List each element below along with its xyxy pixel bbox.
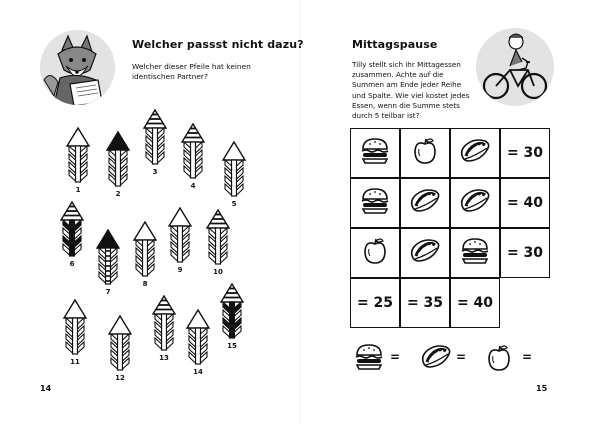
hotdog-icon xyxy=(409,188,441,218)
burger-icon xyxy=(354,344,384,374)
arrow-4 xyxy=(182,124,204,178)
arrow-label: 14 xyxy=(193,368,203,376)
arrow-puzzle xyxy=(0,90,300,420)
row-sum: = 30 xyxy=(500,228,550,278)
grid-cell xyxy=(350,178,400,228)
row-sum: = 40 xyxy=(500,178,550,228)
arrow-7 xyxy=(97,230,119,284)
column-sum: = 25 xyxy=(350,278,400,328)
hotdog-icon xyxy=(420,344,452,374)
arrow-15 xyxy=(221,284,243,338)
burger-icon xyxy=(360,188,390,218)
grid-cell xyxy=(450,128,500,178)
burger-icon xyxy=(360,138,390,168)
grid-cell xyxy=(400,178,450,228)
left-page-number: 14 xyxy=(40,384,52,393)
hotdog-icon xyxy=(459,138,491,168)
column-sum: = 40 xyxy=(450,278,500,328)
arrow-6 xyxy=(61,202,83,256)
right-page-title: Mittagspause xyxy=(352,38,438,51)
arrow-label: 8 xyxy=(142,280,148,288)
arrow-label: 10 xyxy=(213,268,223,276)
arrow-5 xyxy=(223,142,245,196)
arrow-label: 7 xyxy=(105,288,111,296)
arrow-label: 9 xyxy=(177,266,183,274)
column-sum: = 35 xyxy=(400,278,450,328)
right-page-number: 15 xyxy=(536,384,548,393)
left-page-title: Welcher passst nicht dazu? xyxy=(132,38,304,51)
grid-cell xyxy=(400,228,450,278)
grid-cell xyxy=(350,228,400,278)
apple-icon xyxy=(486,344,512,376)
answer-equals: = xyxy=(522,350,533,364)
left-page-instruction: Welcher dieser Pfeile hat keinen identischen Partner? xyxy=(132,62,251,81)
row-sum: = 30 xyxy=(500,128,550,178)
grid-cell xyxy=(450,178,500,228)
arrow-label: 1 xyxy=(75,186,81,194)
arrow-12 xyxy=(109,316,131,370)
arrow-label: 2 xyxy=(115,190,121,198)
hotdog-icon xyxy=(459,188,491,218)
apple-icon xyxy=(362,237,388,269)
cyclist-illustration xyxy=(476,28,554,106)
grid-cell xyxy=(350,128,400,178)
hotdog-icon xyxy=(409,238,441,268)
arrow-label: 12 xyxy=(115,374,125,382)
arrow-14 xyxy=(187,310,209,364)
burger-icon xyxy=(460,238,490,268)
arrow-label: 13 xyxy=(159,354,169,362)
right-page-instruction: Tilly stellt sich ihr Mittagessen zusammen. Achte auf die Summen am Ende jeder Reihe und Spalte. Wie viel kostet jedes Essen, wenn die Summe stets durch 5 teilbar ist? xyxy=(352,60,470,121)
answer-equals: = xyxy=(456,350,467,364)
arrow-label: 4 xyxy=(190,182,196,190)
arrow-1 xyxy=(67,128,89,182)
arrow-11 xyxy=(64,300,86,354)
arrow-10 xyxy=(207,210,229,264)
arrow-3 xyxy=(144,110,166,164)
arrow-8 xyxy=(134,222,156,276)
arrow-label: 3 xyxy=(152,168,158,176)
answer-equals: = xyxy=(390,350,401,364)
arrow-label: 11 xyxy=(70,358,80,366)
arrow-9 xyxy=(169,208,191,262)
arrow-label: 6 xyxy=(69,260,75,268)
arrow-label: 5 xyxy=(231,200,237,208)
grid-cell xyxy=(450,228,500,278)
arrow-13 xyxy=(153,296,175,350)
arrow-label: 15 xyxy=(227,342,237,350)
arrow-2 xyxy=(107,132,129,186)
grid-cell xyxy=(400,128,450,178)
apple-icon xyxy=(412,137,438,169)
